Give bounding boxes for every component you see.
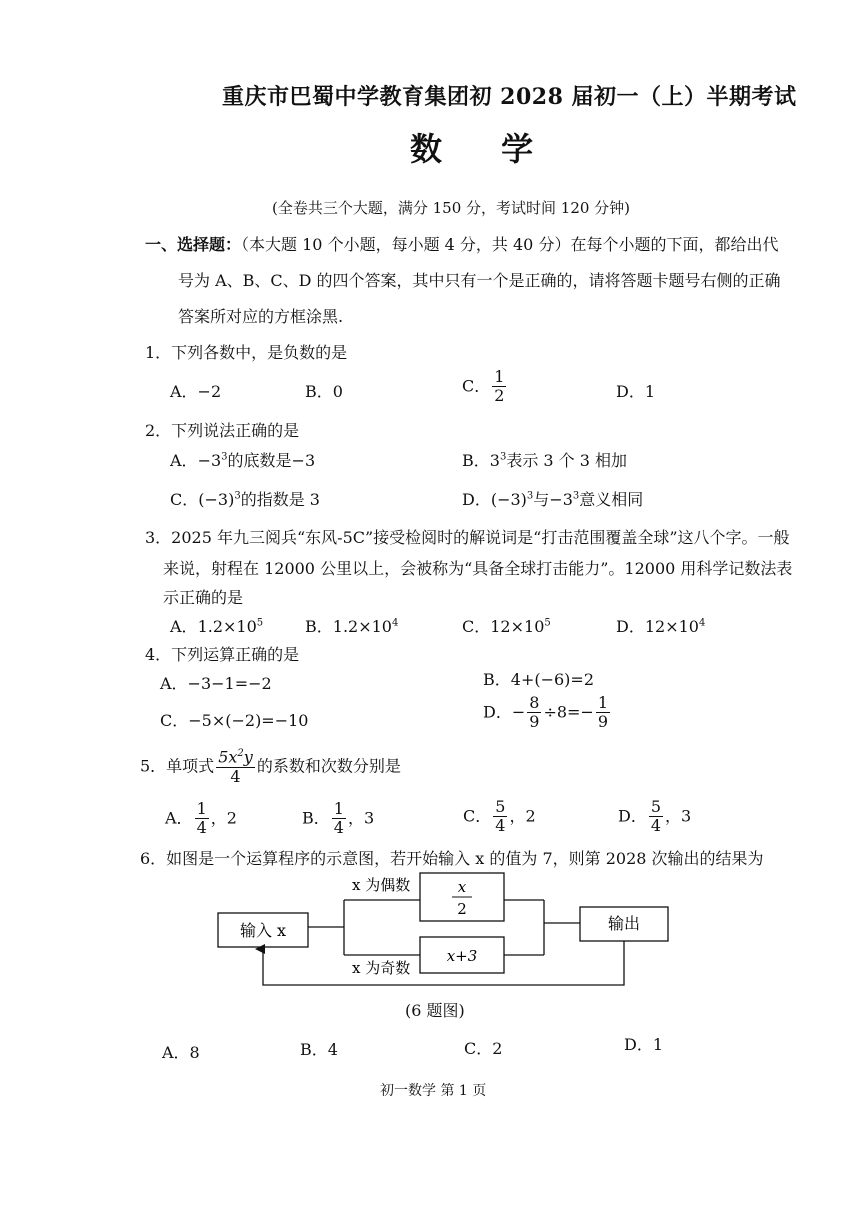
fraction-numerator: 1 (494, 367, 505, 386)
q6-option-a: A．8 (162, 1043, 200, 1062)
q2-a-exponent: 3 (221, 451, 228, 463)
q2-b-label: B． (462, 451, 490, 470)
q5-stem-post: 的系数和次数分别是 (256, 756, 401, 776)
q6-option-c: C．2 (464, 1039, 503, 1058)
q5-c-fraction (493, 798, 507, 836)
q4-d-fraction1 (527, 694, 541, 732)
fraction-denominator: 4 (230, 766, 241, 786)
fraction-numerator (216, 748, 255, 768)
q1-option-d: D．1 (616, 382, 656, 401)
q6-option-b: B．4 (300, 1040, 338, 1059)
q1-option-c (462, 368, 508, 406)
q2-option-b (462, 448, 627, 471)
q3-c-base: 12×10 (490, 617, 545, 636)
q2-b-text: 表示 3 个 3 相加 (506, 451, 628, 470)
q5-option-a (165, 800, 237, 838)
q5-option-d (618, 798, 691, 836)
q2-stem: 2．下列说法正确的是 (145, 421, 300, 440)
subject-title: 数 学 (410, 130, 558, 168)
q5-a-tail: ，2 (210, 808, 237, 828)
q3-a-base: 1.2×10 (197, 617, 257, 636)
q5-c-tail: ，2 (509, 806, 536, 826)
fraction-numerator: 1 (333, 799, 344, 818)
q5-d-fraction (649, 798, 663, 836)
q2-b-base: 3 (489, 451, 500, 470)
q2-d-exponent: 3 (526, 490, 534, 502)
q1-option-c-label: C． (462, 376, 491, 396)
q3-line3: 示正确的是 (163, 588, 244, 607)
fraction-denominator: 4 (650, 816, 662, 836)
q5-a-fraction (195, 800, 209, 838)
q5-a-label: A． (165, 808, 193, 828)
q3-option-c (462, 614, 551, 637)
q3-d-label: D． (616, 617, 645, 636)
q2-c-label: C． (170, 490, 199, 509)
exam-title: 重庆市巴蜀中学教育集团初 2028 届初一（上）半期考试 (222, 84, 797, 110)
q2-d-mid: 与−3 (533, 490, 573, 509)
fraction-denominator: 4 (196, 818, 207, 838)
q3-c-label: C． (462, 617, 491, 636)
q5-stem (140, 748, 401, 786)
q4-option-d (483, 694, 612, 732)
monomial-exponent: 2 (237, 748, 244, 759)
fraction-denominator: 4 (495, 816, 506, 836)
q5-option-b (302, 800, 374, 838)
fraction-denominator: 2 (494, 386, 505, 406)
flow-even-denominator: 2 (457, 900, 467, 918)
page-footer: 初一数学 第 1 页 (380, 1083, 487, 1099)
q2-d-exponent2: 3 (572, 490, 580, 502)
q2-option-c (170, 487, 320, 510)
flow-odd-label: x 为奇数 (352, 959, 411, 977)
flow-output-label: 输出 (607, 914, 641, 933)
figure-caption: (6 题图) (405, 1001, 465, 1020)
q1-option-c-fraction (492, 368, 506, 406)
q4-option-a: A．−3−1=−2 (160, 674, 272, 693)
q1-stem: 1．下列各数中，是负数的是 (145, 343, 348, 362)
q2-option-a (170, 448, 315, 471)
q5-d-label: D． (618, 806, 647, 826)
section-instructions-line3: 答案所对应的方框涂黑. (178, 307, 344, 326)
q4-d-fraction2 (596, 694, 610, 732)
q3-b-base: 1.2×10 (332, 617, 392, 636)
q5-b-fraction (332, 800, 346, 838)
q6-option-d: D．1 (624, 1035, 664, 1054)
q5-b-tail: ，3 (347, 808, 375, 828)
q2-c-exponent: 3 (234, 490, 241, 502)
flow-odd-expression: x+3 (446, 947, 478, 965)
q5-d-tail: ，3 (665, 806, 692, 826)
q4-stem: 4．下列运算正确的是 (145, 645, 300, 664)
fraction-numerator: 5 (650, 797, 662, 816)
q1-option-b: B．0 (305, 382, 343, 401)
q2-c-text: 的指数是 3 (240, 490, 320, 509)
section-instructions-line1: （本大题 10 个小题，每小题 4 分，共 40 分）在每个小题的下面，都给出代 (241, 235, 779, 254)
q3-option-b (305, 614, 398, 637)
q3-option-d (616, 614, 705, 637)
q5-b-label: B． (302, 808, 330, 828)
section-heading (145, 232, 778, 255)
flow-input-label: 输入 x (239, 921, 287, 940)
q4-option-c: C．−5×(−2)=−10 (160, 711, 309, 730)
q3-line2: 来说，射程在 12000 公里以上，会被称为“具备全球打击能力”。12000 用科学记数法表 (163, 559, 793, 578)
q3-d-exponent: 4 (698, 617, 706, 629)
q2-option-d (462, 487, 643, 510)
q5-option-c (463, 798, 536, 836)
q3-option-a (170, 614, 263, 637)
q2-d-label: D． (462, 490, 491, 509)
flow-feedback-arrow (263, 941, 624, 985)
fraction-denominator: 9 (597, 712, 609, 732)
q3-b-exponent: 4 (391, 617, 399, 629)
q1-option-a: A．−2 (170, 382, 222, 401)
flowchart (210, 865, 680, 995)
q3-b-label: B． (305, 617, 333, 636)
fraction-numerator: 8 (529, 693, 540, 712)
q3-c-exponent: 5 (544, 617, 551, 629)
section-label: 选择题： (177, 235, 242, 254)
fraction-numerator: 5 (495, 797, 506, 816)
fraction-numerator: 1 (196, 799, 207, 818)
monomial-y: y (243, 747, 253, 767)
exam-note: (全卷共三个大题，满分 150 分，考试时间 120 分钟) (272, 199, 631, 217)
q3-a-label: A． (170, 617, 198, 636)
q2-d-base: (−3) (490, 490, 527, 509)
q4-d-mid: ÷8=− (543, 702, 594, 722)
fraction-numerator: 1 (597, 693, 609, 712)
q4-option-b: B．4+(−6)=2 (483, 670, 595, 689)
q2-d-text: 意义相同 (579, 490, 644, 509)
q5-monomial-fraction (216, 748, 255, 786)
q3-d-base: 12×10 (644, 617, 699, 636)
fraction-denominator: 9 (529, 712, 540, 732)
flow-even-label: x 为偶数 (352, 876, 411, 894)
q3-line1: 3．2025 年九三阅兵“东风-5C”接受检阅时的解说词是“打击范围覆盖全球”这八个字。一般 (145, 528, 790, 547)
q2-a-text: 的底数是−3 (227, 451, 316, 470)
section-number: 一、 (145, 235, 178, 254)
q5-c-label: C． (463, 806, 492, 826)
q2-c-base: (−3) (198, 490, 235, 509)
flow-even-numerator: x (457, 878, 467, 896)
q2-a-label: A． (170, 451, 198, 470)
q6-stem: 6．如图是一个运算程序的示意图，若开始输入 x 的值为 7，则第 2028 次输出的结果为 (140, 849, 764, 868)
q2-b-exponent: 3 (499, 451, 507, 463)
q5-stem-pre: 5．单项式 (140, 756, 215, 776)
q2-a-base: −3 (197, 451, 222, 470)
q4-d-label: D．− (483, 702, 526, 722)
section-instructions-line2: 号为 A、B、C、D 的四个答案，其中只有一个是正确的，请将答题卡题号右侧的正确 (178, 271, 781, 290)
fraction-denominator: 4 (333, 818, 344, 838)
monomial-coef: 5x (218, 747, 238, 767)
q3-a-exponent: 5 (256, 617, 264, 629)
